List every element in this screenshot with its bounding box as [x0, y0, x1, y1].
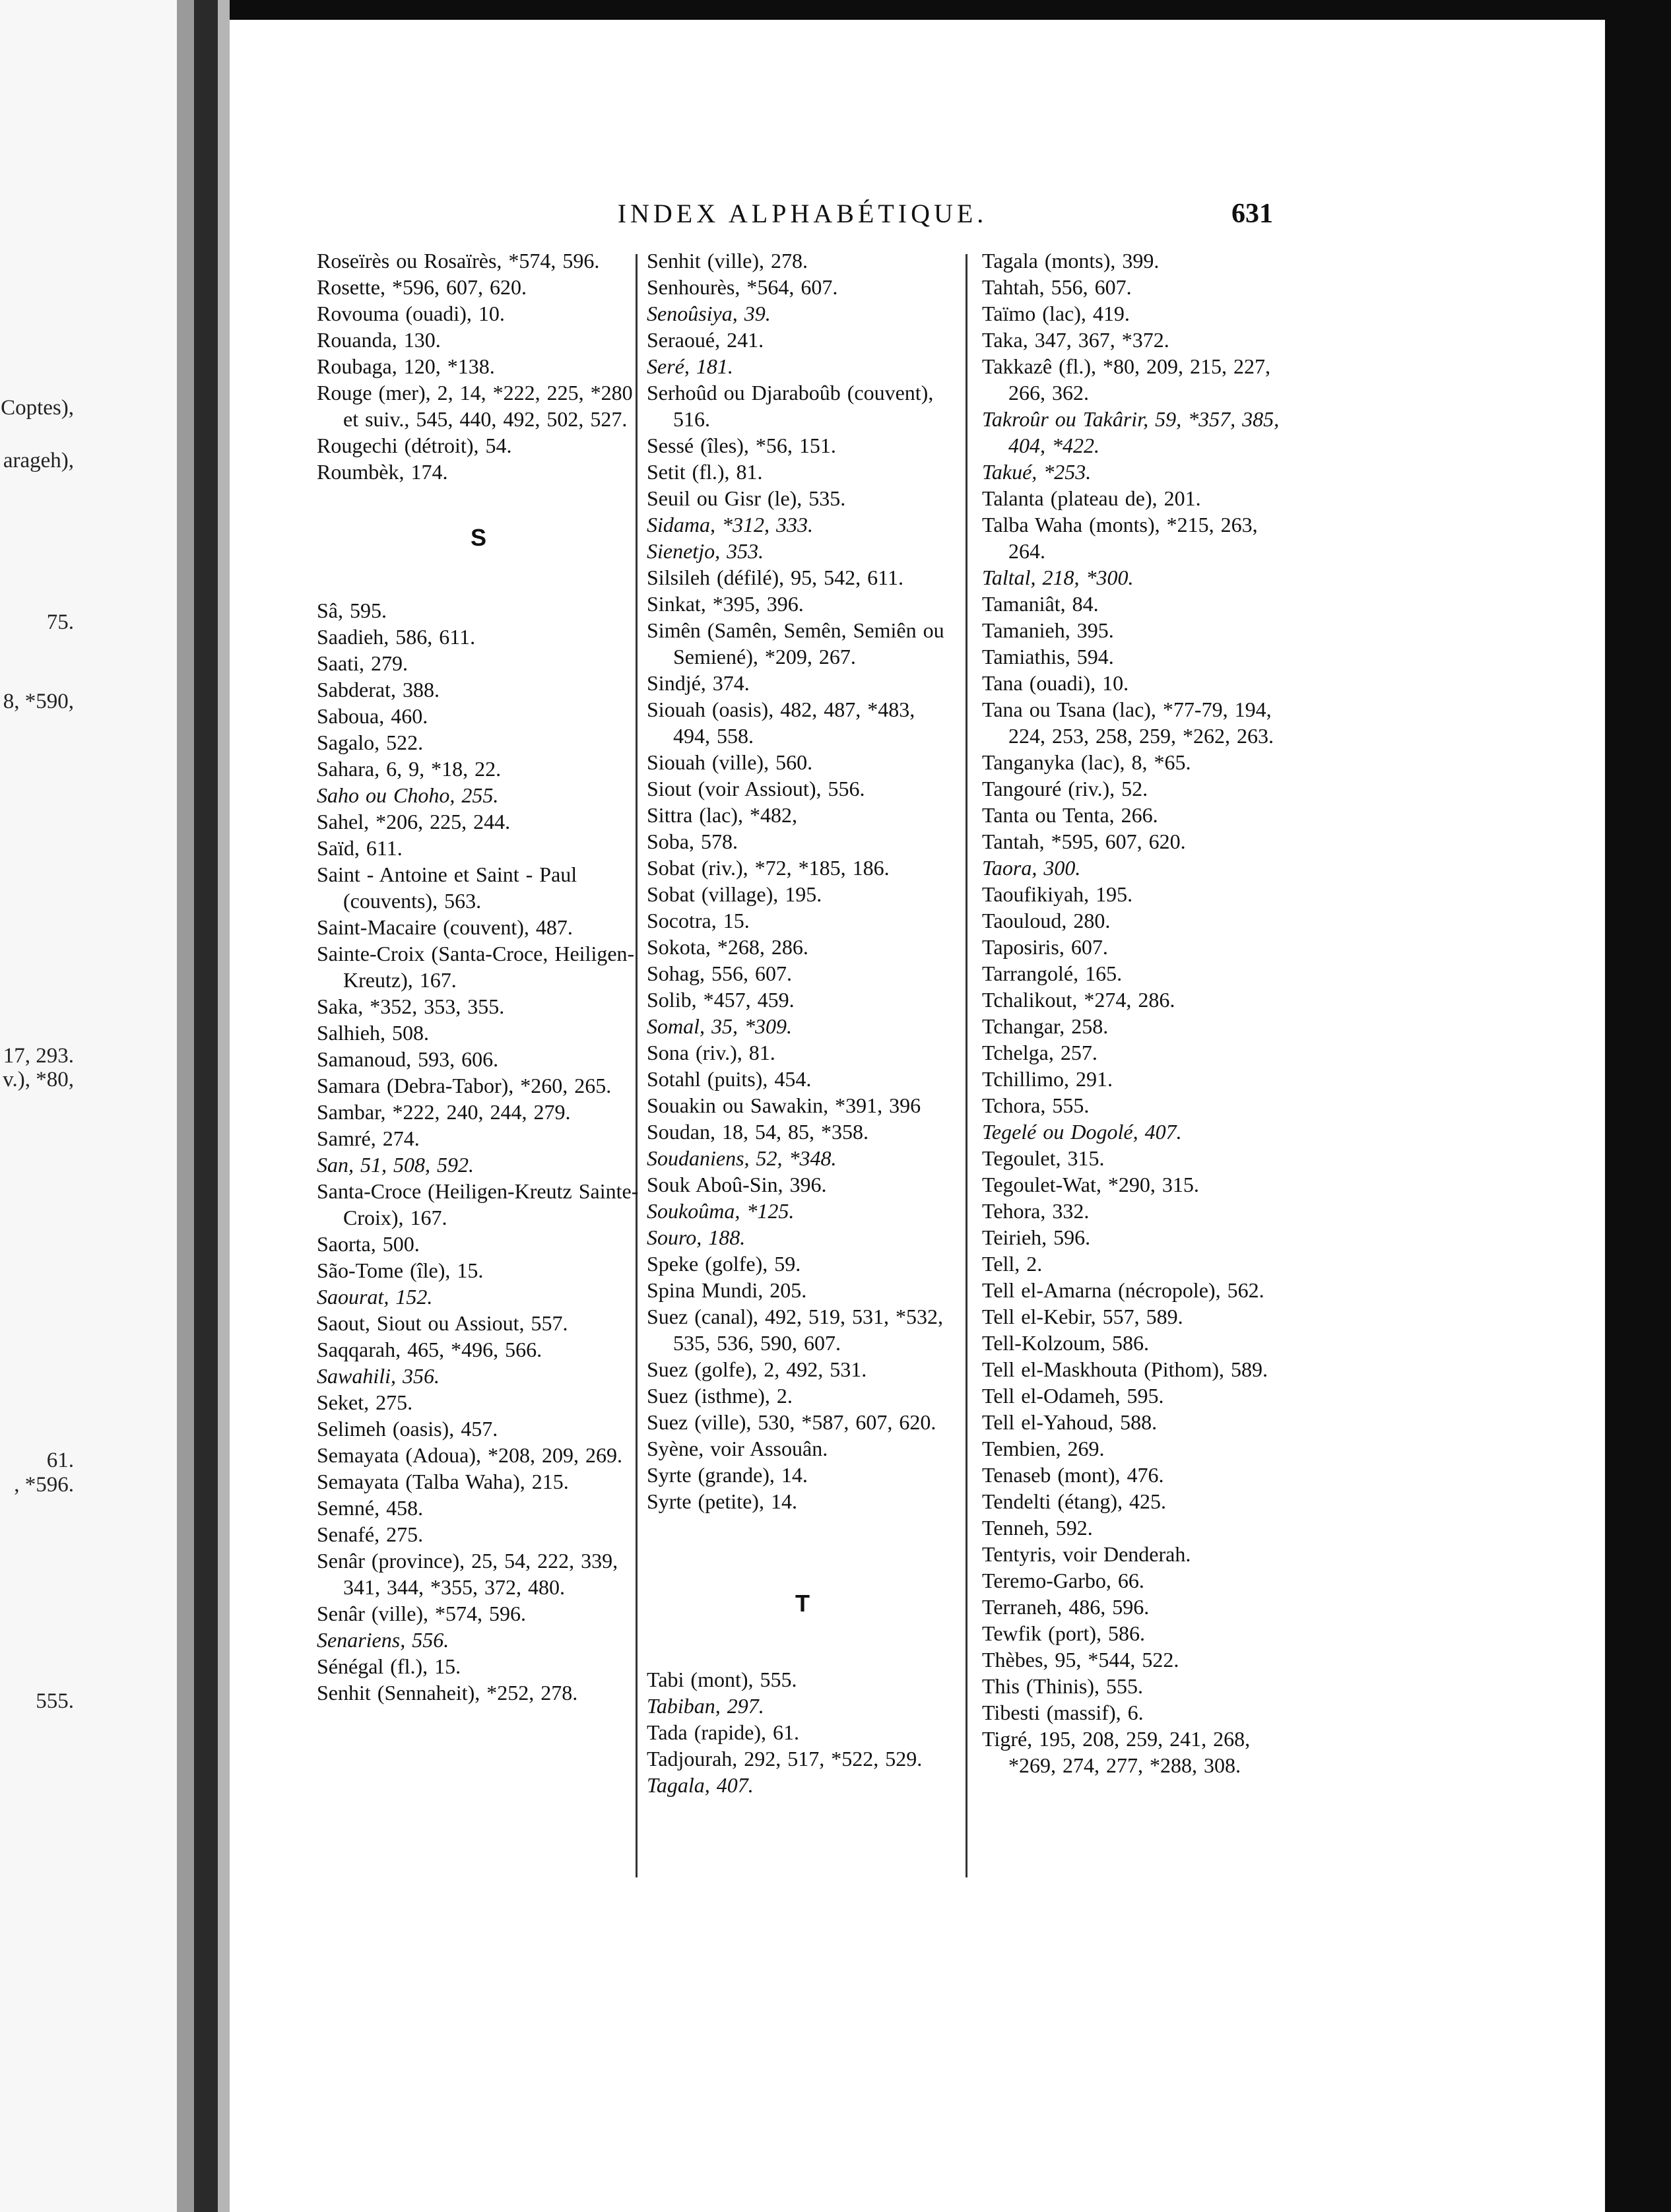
index-entry: Seraoué, 241. [647, 328, 764, 352]
index-entry: Soudan, 18, 54, 85, *358. [647, 1120, 868, 1144]
index-entry: Souakin ou Sawakin, *391, 396 [647, 1093, 921, 1117]
index-entry: Soukoûma, *125. [647, 1199, 795, 1223]
index-entry: Suez (isthme), 2. [647, 1384, 793, 1408]
index-entry: Roumbèk, 174. [317, 460, 448, 484]
index-entry: Rougechi (détroit), 54. [317, 434, 512, 457]
index-entry: Soudaniens, 52, *348. [647, 1146, 837, 1170]
index-entry: Tada (rapide), 61. [647, 1720, 799, 1744]
section-letter: S [470, 524, 486, 551]
index-entry: Somal, 35, *309. [647, 1014, 792, 1038]
index-entry: Teremo-Garbo, 66. [982, 1569, 1144, 1592]
running-title: INDEX ALPHABÉTIQUE. [617, 199, 988, 228]
index-entry: Silsileh (défilé), 95, 542, 611. [647, 566, 903, 589]
index-entry: Tahtah, 556, 607. [982, 275, 1132, 299]
index-entry: Tell el-Kebir, 557, 589. [982, 1305, 1183, 1328]
page-edge [218, 0, 230, 2212]
index-entry: Seket, 275. [317, 1390, 413, 1414]
index-entry: Tegoulet, 315. [982, 1146, 1105, 1170]
index-entry: Tendelti (étang), 425. [982, 1489, 1166, 1513]
index-entry: Sobat (village), 195. [647, 882, 822, 906]
index-entry: Senâr (province), 25, 54, 222, 339, 341, 344, *355, 372, 480. [317, 1549, 618, 1599]
index-entry: San, 51, 508, 592. [317, 1153, 474, 1177]
index-entry: Saho ou Choho, 255. [317, 783, 499, 807]
index-entry: Taïmo (lac), 419. [982, 302, 1130, 325]
index-entry: Tamanieh, 395. [982, 618, 1114, 642]
index-entry: Saint - Antoine et Saint - Paul (couvents), 563. [317, 862, 577, 913]
index-entry: Tanta ou Tenta, 266. [982, 803, 1158, 827]
index-entry: Tibesti (massif), 6. [982, 1701, 1144, 1724]
index-entry: Rouge (mer), 2, 14, *222, 225, *280 et suiv., 545, 440, 492, 502, 527. [317, 381, 633, 431]
index-entry: Siouah (ville), 560. [647, 750, 813, 774]
index-entry: Suez (golfe), 2, 492, 531. [647, 1357, 867, 1381]
index-entry: Tell el-Amarna (nécropole), 562. [982, 1278, 1264, 1302]
index-entry: Tenneh, 592. [982, 1516, 1093, 1540]
index-entry: Sambar, *222, 240, 244, 279. [317, 1100, 571, 1124]
index-entry: Saout, Siout ou Assiout, 557. [317, 1311, 568, 1335]
index-entry: Tana ou Tsana (lac), *77-79, 194, 224, 253, 258, 259, *262, 263. [982, 698, 1274, 748]
index-entry: Simên (Samên, Semên, Semiên ou Semiené), *209, 267. [647, 618, 944, 668]
index-entry: Senâr (ville), *574, 596. [317, 1602, 527, 1625]
index-entry: This (Thinis), 555. [982, 1674, 1143, 1698]
index-entry: Tana (ouadi), 10. [982, 671, 1129, 695]
page-gutter-shadow [194, 0, 218, 2212]
index-entry: Saqqarah, 465, *496, 566. [317, 1338, 542, 1361]
index-entry: Sindjé, 374. [647, 671, 750, 695]
left-fragment: 8, *590, [3, 690, 74, 713]
index-entry: Sobat (riv.), *72, *185, 186. [647, 856, 890, 880]
index-entry: Teirieh, 596. [982, 1225, 1091, 1249]
index-entry: Tabiban, 297. [647, 1694, 764, 1718]
index-entry: Siout (voir Assiout), 556. [647, 777, 865, 800]
index-entry: Sittra (lac), *482, [647, 803, 797, 827]
index-entry: Senafé, 275. [317, 1522, 424, 1546]
index-entry: Tegoulet-Wat, *290, 315. [982, 1173, 1199, 1196]
left-fragment: 61. [46, 1448, 74, 1472]
index-entry: Senhit (ville), 278. [647, 249, 808, 273]
index-entry: Seuil ou Gisr (le), 535. [647, 486, 846, 510]
index-entry: Sagalo, 522. [317, 731, 424, 754]
index-entry: Terraneh, 486, 596. [982, 1595, 1150, 1619]
index-entry: Samara (Debra-Tabor), *260, 265. [317, 1074, 612, 1097]
index-entry: Syrte (grande), 14. [647, 1463, 808, 1487]
index-column-1 [317, 247, 640, 1706]
index-entry: Selimeh (oasis), 457. [317, 1417, 498, 1441]
index-entry: Semné, 458. [317, 1496, 424, 1520]
index-entry: Setit (fl.), 81. [647, 460, 763, 484]
left-fragment: arageh), [3, 449, 74, 472]
index-entry: Tell, 2. [982, 1252, 1043, 1276]
index-entry: Saorta, 500. [317, 1232, 420, 1256]
index-entry: Speke (golfe), 59. [647, 1252, 801, 1276]
index-entry: Tchillimo, 291. [982, 1067, 1113, 1091]
index-entry: Taora, 300. [982, 856, 1081, 880]
index-entry: Sokota, *268, 286. [647, 935, 808, 959]
index-entry: Takué, *253. [982, 460, 1092, 484]
index-entry: Soba, 578. [647, 830, 738, 853]
index-column-3 [982, 247, 1299, 1778]
index-entry: Thèbes, 95, *544, 522. [982, 1648, 1179, 1672]
index-entry: Tabi (mont), 555. [647, 1668, 797, 1691]
index-entry: Saadieh, 586, 611. [317, 625, 476, 649]
index-entry: Tewfik (port), 586. [982, 1621, 1146, 1645]
index-entry: Tchangar, 258. [982, 1014, 1109, 1038]
index-entry: Samanoud, 593, 606. [317, 1047, 499, 1071]
index-entry: Sahara, 6, 9, *18, 22. [317, 757, 502, 781]
index-entry: Tangouré (riv.), 52. [982, 777, 1148, 800]
index-entry: Solib, *457, 459. [647, 988, 795, 1012]
page-number: 631 [1231, 199, 1273, 229]
index-entry: Saka, *352, 353, 355. [317, 994, 505, 1018]
index-entry: Roseïrès ou Rosaïrès, *574, 596. [317, 249, 600, 273]
left-fragment: v.), *80, [3, 1068, 74, 1091]
index-entry: Tentyris, voir Denderah. [982, 1542, 1191, 1566]
index-entry: Tchalikout, *274, 286. [982, 988, 1175, 1012]
left-fragment: , *596. [14, 1473, 74, 1497]
index-entry: Syrte (petite), 14. [647, 1489, 797, 1513]
index-entry: Suez (canal), 492, 519, 531, *532, 535, 536, 590, 607. [647, 1305, 944, 1355]
scan-border-right [1605, 0, 1671, 2212]
index-entry: Tagala, 407. [647, 1773, 754, 1797]
index-entry: Tantah, *595, 607, 620. [982, 830, 1186, 853]
index-entry: Tell el-Odameh, 595. [982, 1384, 1164, 1408]
left-fragment: 17, 293. [3, 1044, 74, 1068]
index-entry: Tenaseb (mont), 476. [982, 1463, 1164, 1487]
index-entry: Rovouma (ouadi), 10. [317, 302, 505, 325]
index-entry: Tell el-Maskhouta (Pithom), 589. [982, 1357, 1268, 1381]
index-entry: Rosette, *596, 607, 620. [317, 275, 527, 299]
index-entry: Samré, 274. [317, 1126, 420, 1150]
index-entry: Tell el-Yahoud, 588. [982, 1410, 1158, 1434]
index-entry: Sessé (îles), *56, 151. [647, 434, 836, 457]
left-fragment: 555. [36, 1689, 74, 1713]
index-entry: Salhieh, 508. [317, 1021, 429, 1045]
index-entry: Tigré, 195, 208, 259, 241, 268, *269, 274, 277, *288, 308. [982, 1727, 1251, 1777]
index-entry: Tarrangolé, 165. [982, 961, 1123, 985]
index-entry: Socotra, 15. [647, 909, 750, 932]
index-entry: Sinkat, *395, 396. [647, 592, 804, 616]
index-entry: Saint-Macaire (couvent), 487. [317, 915, 573, 939]
index-entry: Roubaga, 120, *138. [317, 354, 495, 378]
left-fragment: 75. [46, 610, 74, 634]
index-entry: Rouanda, 130. [317, 328, 441, 352]
index-entry: Syène, voir Assouân. [647, 1437, 828, 1460]
left-fragment: Coptes), [1, 396, 74, 420]
column-rule [966, 254, 967, 1877]
index-entry: São-Tome (île), 15. [317, 1258, 484, 1282]
index-entry: Tamaniât, 84. [982, 592, 1099, 616]
index-entry: Talanta (plateau de), 201. [982, 486, 1201, 510]
index-entry: Tchelga, 257. [982, 1041, 1098, 1064]
index-entry: Souk Aboû-Sin, 396. [647, 1173, 827, 1196]
index-entry: Taposiris, 607. [982, 935, 1108, 959]
index-entry: Tadjourah, 292, 517, *522, 529. [647, 1747, 923, 1771]
section-letter: T [795, 1590, 810, 1617]
index-entry: Sénégal (fl.), 15. [317, 1654, 461, 1678]
index-entry: Sâ, 595. [317, 599, 387, 622]
index-column-2 [647, 247, 958, 1798]
index-entry: Tanganyka (lac), 8, *65. [982, 750, 1191, 774]
index-entry: Sona (riv.), 81. [647, 1041, 775, 1064]
index-entry: Tegelé ou Dogolé, 407. [982, 1120, 1182, 1144]
index-entry: Souro, 188. [647, 1225, 746, 1249]
index-entry: Semayata (Adoua), *208, 209, 269. [317, 1443, 623, 1467]
index-entry: Spina Mundi, 205. [647, 1278, 807, 1302]
index-entry: Talba Waha (monts), *215, 263, 264. [982, 513, 1258, 563]
index-entry: Tembien, 269. [982, 1437, 1105, 1460]
index-entry: Siouah (oasis), 482, 487, *483, 494, 558. [647, 698, 915, 748]
index-entry: Sahel, *206, 225, 244. [317, 810, 511, 833]
index-entry: Tehora, 332. [982, 1199, 1090, 1223]
index-entry: Saati, 279. [317, 651, 408, 675]
index-entry: Taouloud, 280. [982, 909, 1111, 932]
index-entry: Senhit (Sennaheit), *252, 278. [317, 1681, 578, 1705]
index-entry: Sotahl (puits), 454. [647, 1067, 812, 1091]
index-entry: Saïd, 611. [317, 836, 403, 860]
index-entry: Tamiathis, 594. [982, 645, 1114, 668]
index-entry: Sienetjo, 353. [647, 539, 764, 563]
index-entry: Taltal, 218, *300. [982, 566, 1134, 589]
index-entry: Sohag, 556, 607. [647, 961, 792, 985]
index-entry: Senariens, 556. [317, 1628, 449, 1652]
scan-border-top [230, 0, 1671, 20]
index-entry: Taka, 347, 367, *372. [982, 328, 1169, 352]
index-entry: Sainte-Croix (Santa-Croce, Heiligen-Kreutz), 167. [317, 942, 635, 992]
index-entry: Tell-Kolzoum, 586. [982, 1331, 1150, 1355]
index-entry: Taoufikiyah, 195. [982, 882, 1133, 906]
index-entry: Santa-Croce (Heiligen-Kreutz Sainte-Croix), 167. [317, 1179, 639, 1229]
index-entry: Senoûsiya, 39. [647, 302, 771, 325]
index-entry: Suez (ville), 530, *587, 607, 620. [647, 1410, 936, 1434]
index-entry: Semayata (Talba Waha), 215. [317, 1470, 569, 1493]
index-entry: Serhoûd ou Djaraboûb (couvent), 516. [647, 381, 934, 431]
index-entry: Seré, 181. [647, 354, 733, 378]
index-entry: Saboua, 460. [317, 704, 428, 728]
index-entry: Takroûr ou Takârir, 59, *357, 385, 404, *422. [982, 407, 1280, 457]
index-entry: Sabderat, 388. [317, 678, 440, 701]
page-gutter [177, 0, 194, 2212]
index-entry: Senhourès, *564, 607. [647, 275, 838, 299]
index-entry: Saourat, 152. [317, 1285, 433, 1309]
index-entry: Tagala (monts), 399. [982, 249, 1160, 273]
index-entry: Takkazê (fl.), *80, 209, 215, 227, 266, 362. [982, 354, 1270, 405]
index-entry: Sawahili, 356. [317, 1364, 440, 1388]
index-entry: Sidama, *312, 333. [647, 513, 813, 537]
index-entry: Tchora, 555. [982, 1093, 1090, 1117]
